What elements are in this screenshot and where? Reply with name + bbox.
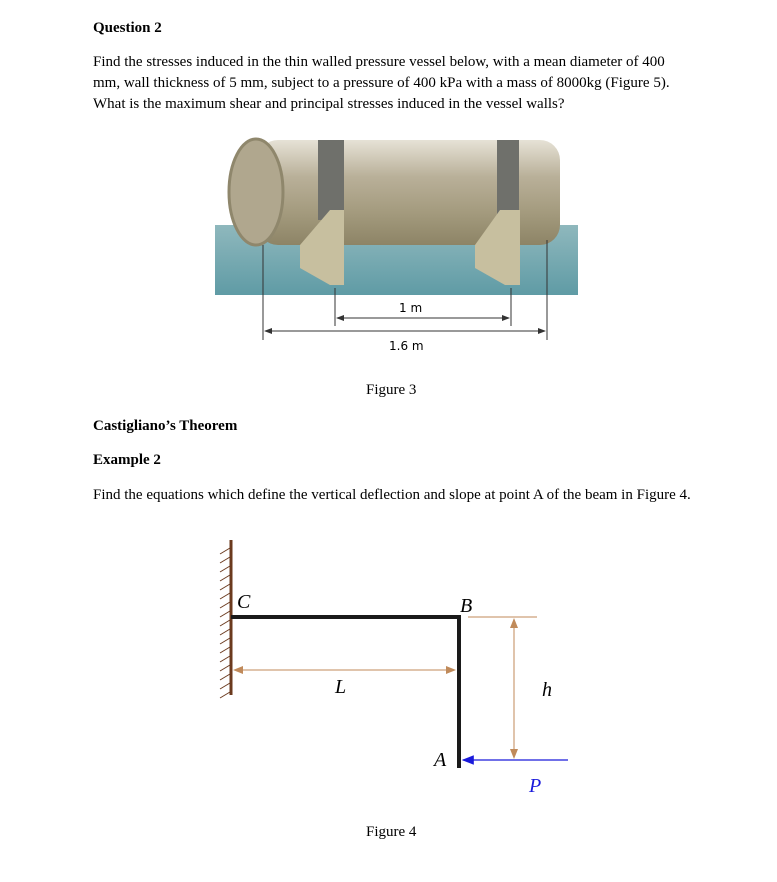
wall-hatch-line: [220, 656, 230, 662]
section-title: Castigliano’s Theorem: [93, 418, 238, 434]
example-title: Example 2: [93, 452, 161, 468]
label-b: B: [460, 595, 473, 617]
wall-hatch-line: [220, 566, 230, 572]
label-c: C: [237, 591, 251, 613]
wall-hatch-line: [220, 665, 230, 671]
wall-hatch-line: [220, 593, 230, 599]
wall-hatch-line: [220, 584, 230, 590]
label-h: h: [542, 679, 552, 701]
question-title: Question 2: [93, 20, 162, 36]
question-text: Find the stresses induced in the thin walled pressure vessel below, with a mean diameter of 400 mm, wall thickness of 5 mm, subject to a pressure of 400 kPa with a mass of 8000kg (Figure 5). What is the maximum shear and principal stresses induced in the vessel walls?: [93, 54, 670, 112]
beam-diagram: [220, 540, 568, 768]
wall-hatch-line: [220, 692, 230, 698]
wall-hatch-line: [220, 620, 230, 626]
label-a: A: [434, 749, 447, 771]
wall-hatch-line: [220, 647, 230, 653]
wall-hatch-line: [220, 575, 230, 581]
dimension-1m: 1 m: [399, 301, 423, 315]
wall-hatch-line: [220, 602, 230, 608]
wall-hatch-line: [220, 629, 230, 635]
wall-hatch-line: [220, 557, 230, 563]
example-text: Find the equations which define the vertical deflection and slope at point A of the beam in Figure 4.: [93, 487, 691, 503]
figure3-caption: Figure 3: [366, 382, 417, 398]
wall-hatch-line: [220, 674, 230, 680]
dimension-1-6m: 1.6 m: [389, 339, 424, 353]
wall-hatch-line: [220, 638, 230, 644]
wall-hatch-line: [220, 611, 230, 617]
label-p: P: [529, 775, 542, 797]
wall-hatch-line: [220, 548, 230, 554]
figure4-caption: Figure 4: [366, 824, 417, 840]
pressure-vessel-image: [215, 139, 578, 295]
wall-hatch-line: [220, 683, 230, 689]
label-l: L: [335, 676, 347, 698]
